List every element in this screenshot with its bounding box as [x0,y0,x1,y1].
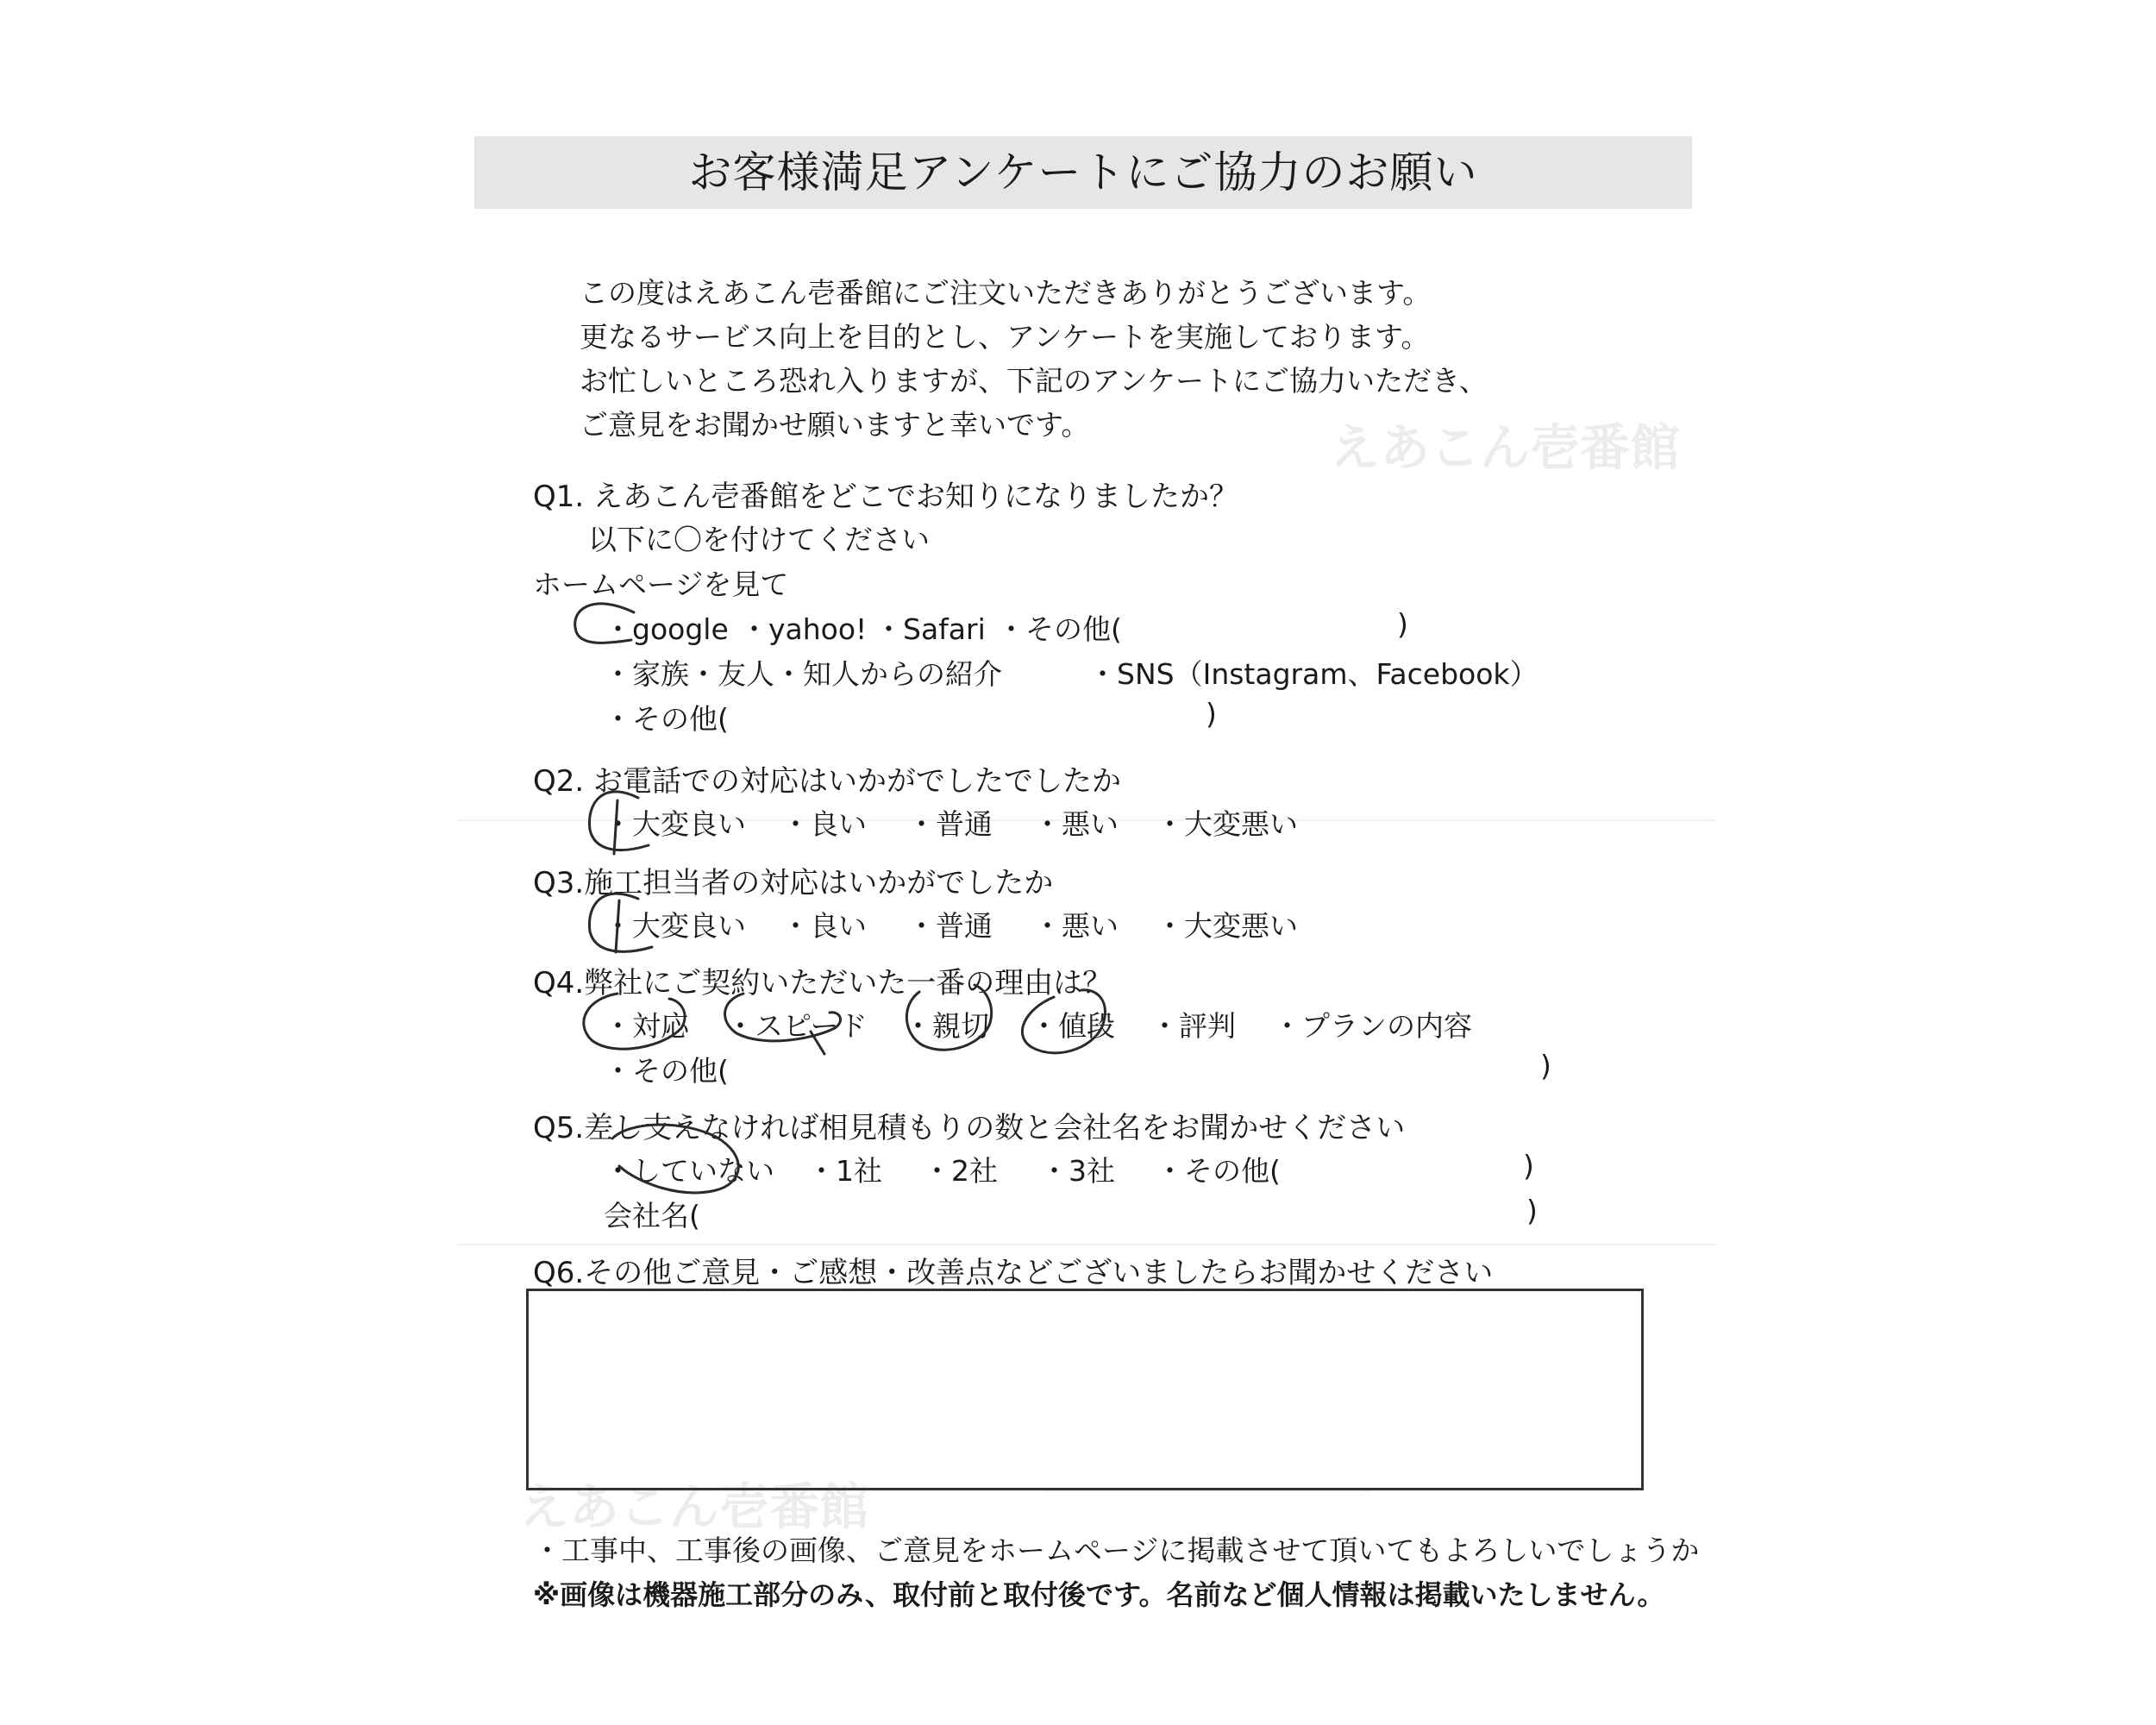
q2-question: Q2. お電話での対応はいかがでしたでしたか [533,764,1122,799]
watermark-logo-top: えあこん壱番館 [1330,418,1681,477]
q5-question: Q5.差し支えなければ相見積もりの数と会社名をお聞かせください [533,1111,1406,1145]
q4-option-speed[interactable]: ・スピード [726,1009,868,1043]
q1-option-safari[interactable]: ・Safari [874,612,986,646]
q3-option-good[interactable]: ・良い [781,909,867,943]
q2-option-very-good[interactable]: ・大変良い [604,807,746,841]
q3-question: Q3.施工担当者の対応はいかがでしたか [533,866,1054,900]
q1-question: Q1. えあこん壱番館をどこでお知りになりましたか？ [533,480,1239,514]
intro-line-2: 更なるサービス向上を目的とし、アンケートを実施しております。 [580,320,1430,354]
q4-question: Q4.弊社にご契約いただいた一番の理由は？ [533,966,1112,1000]
q1-group-label: ホームページを見て [533,568,789,601]
q2-option-very-bad[interactable]: ・大変悪い [1156,807,1298,841]
q2-option-good[interactable]: ・良い [781,807,867,841]
q4-option-other[interactable]: ・その他( [604,1054,729,1088]
q5-option-1[interactable]: ・1社 [807,1154,882,1188]
q1-option-yahoo[interactable]: ・yahoo! [740,612,868,646]
q4-option-price[interactable]: ・値段 [1030,1009,1115,1043]
q1-other-close-paren: ) [1397,607,1408,641]
q4-option-kindness[interactable]: ・親切 [904,1009,989,1043]
watermark-logo-bottom: えあこん壱番館 [519,1477,870,1536]
intro-line-4: ご意見をお聞かせ願いますと幸いです。 [580,408,1090,442]
title-banner [474,136,1692,209]
q1-instruction: 以下に〇を付けてください [588,523,930,556]
footer-consent-question: ・工事中、工事後の画像、ご意見をホームページに掲載させて頂いてもよろしいでしょうか [533,1534,1700,1567]
q1-option-other[interactable]: ・その他( [997,612,1122,646]
q2-option-bad[interactable]: ・悪い [1033,807,1119,841]
scan-line [457,1244,1716,1245]
q5-company-close-paren: ) [1526,1194,1538,1227]
q5-option-other[interactable]: ・その他( [1156,1154,1281,1188]
q4-other-close-paren: ) [1540,1049,1551,1082]
q6-comment-box[interactable] [526,1289,1644,1490]
intro-line-3: お忙しいところ恐れ入りますが、下記のアンケートにご協力いただき、 [580,364,1488,398]
q5-option-none[interactable]: ・していない [604,1154,774,1188]
q1-other-2-close-paren: ) [1206,697,1217,731]
q1-option-sns[interactable]: ・SNS（Instagram、Facebook） [1088,657,1539,691]
q1-option-google[interactable]: ・google [604,612,729,646]
q4-option-plan[interactable]: ・プランの内容 [1273,1009,1472,1043]
q1-option-family[interactable]: ・家族・友人・知人からの紹介 [604,657,1002,691]
q4-option-reputation[interactable]: ・評判 [1150,1009,1236,1043]
q5-other-close-paren: ) [1523,1149,1534,1182]
q2-option-average[interactable]: ・普通 [907,807,993,841]
q5-company-label: 会社名( [604,1199,700,1233]
scan-line [1044,1490,1371,1492]
q3-option-very-good[interactable]: ・大変良い [604,909,746,943]
q3-option-very-bad[interactable]: ・大変悪い [1156,909,1298,943]
q1-option-other-2[interactable]: ・その他( [604,702,729,736]
q5-option-2[interactable]: ・2社 [923,1154,998,1188]
footer-privacy-note: ※画像は機器施工部分のみ、取付前と取付後です。名前など個人情報は掲載いたしません。 [533,1578,1665,1611]
q3-option-bad[interactable]: ・悪い [1033,909,1119,943]
q6-question: Q6.その他ご意見・ご感想・改善点などございましたらお聞かせください [533,1256,1494,1290]
q4-option-response[interactable]: ・対応 [604,1009,689,1043]
q3-option-average[interactable]: ・普通 [907,909,993,943]
intro-line-1: この度はえあこん壱番館にご注文いただきありがとうございます。 [580,276,1432,310]
page-title: お客様満足アンケートにご協力のお願い [688,147,1478,198]
q5-option-3[interactable]: ・3社 [1040,1154,1115,1188]
